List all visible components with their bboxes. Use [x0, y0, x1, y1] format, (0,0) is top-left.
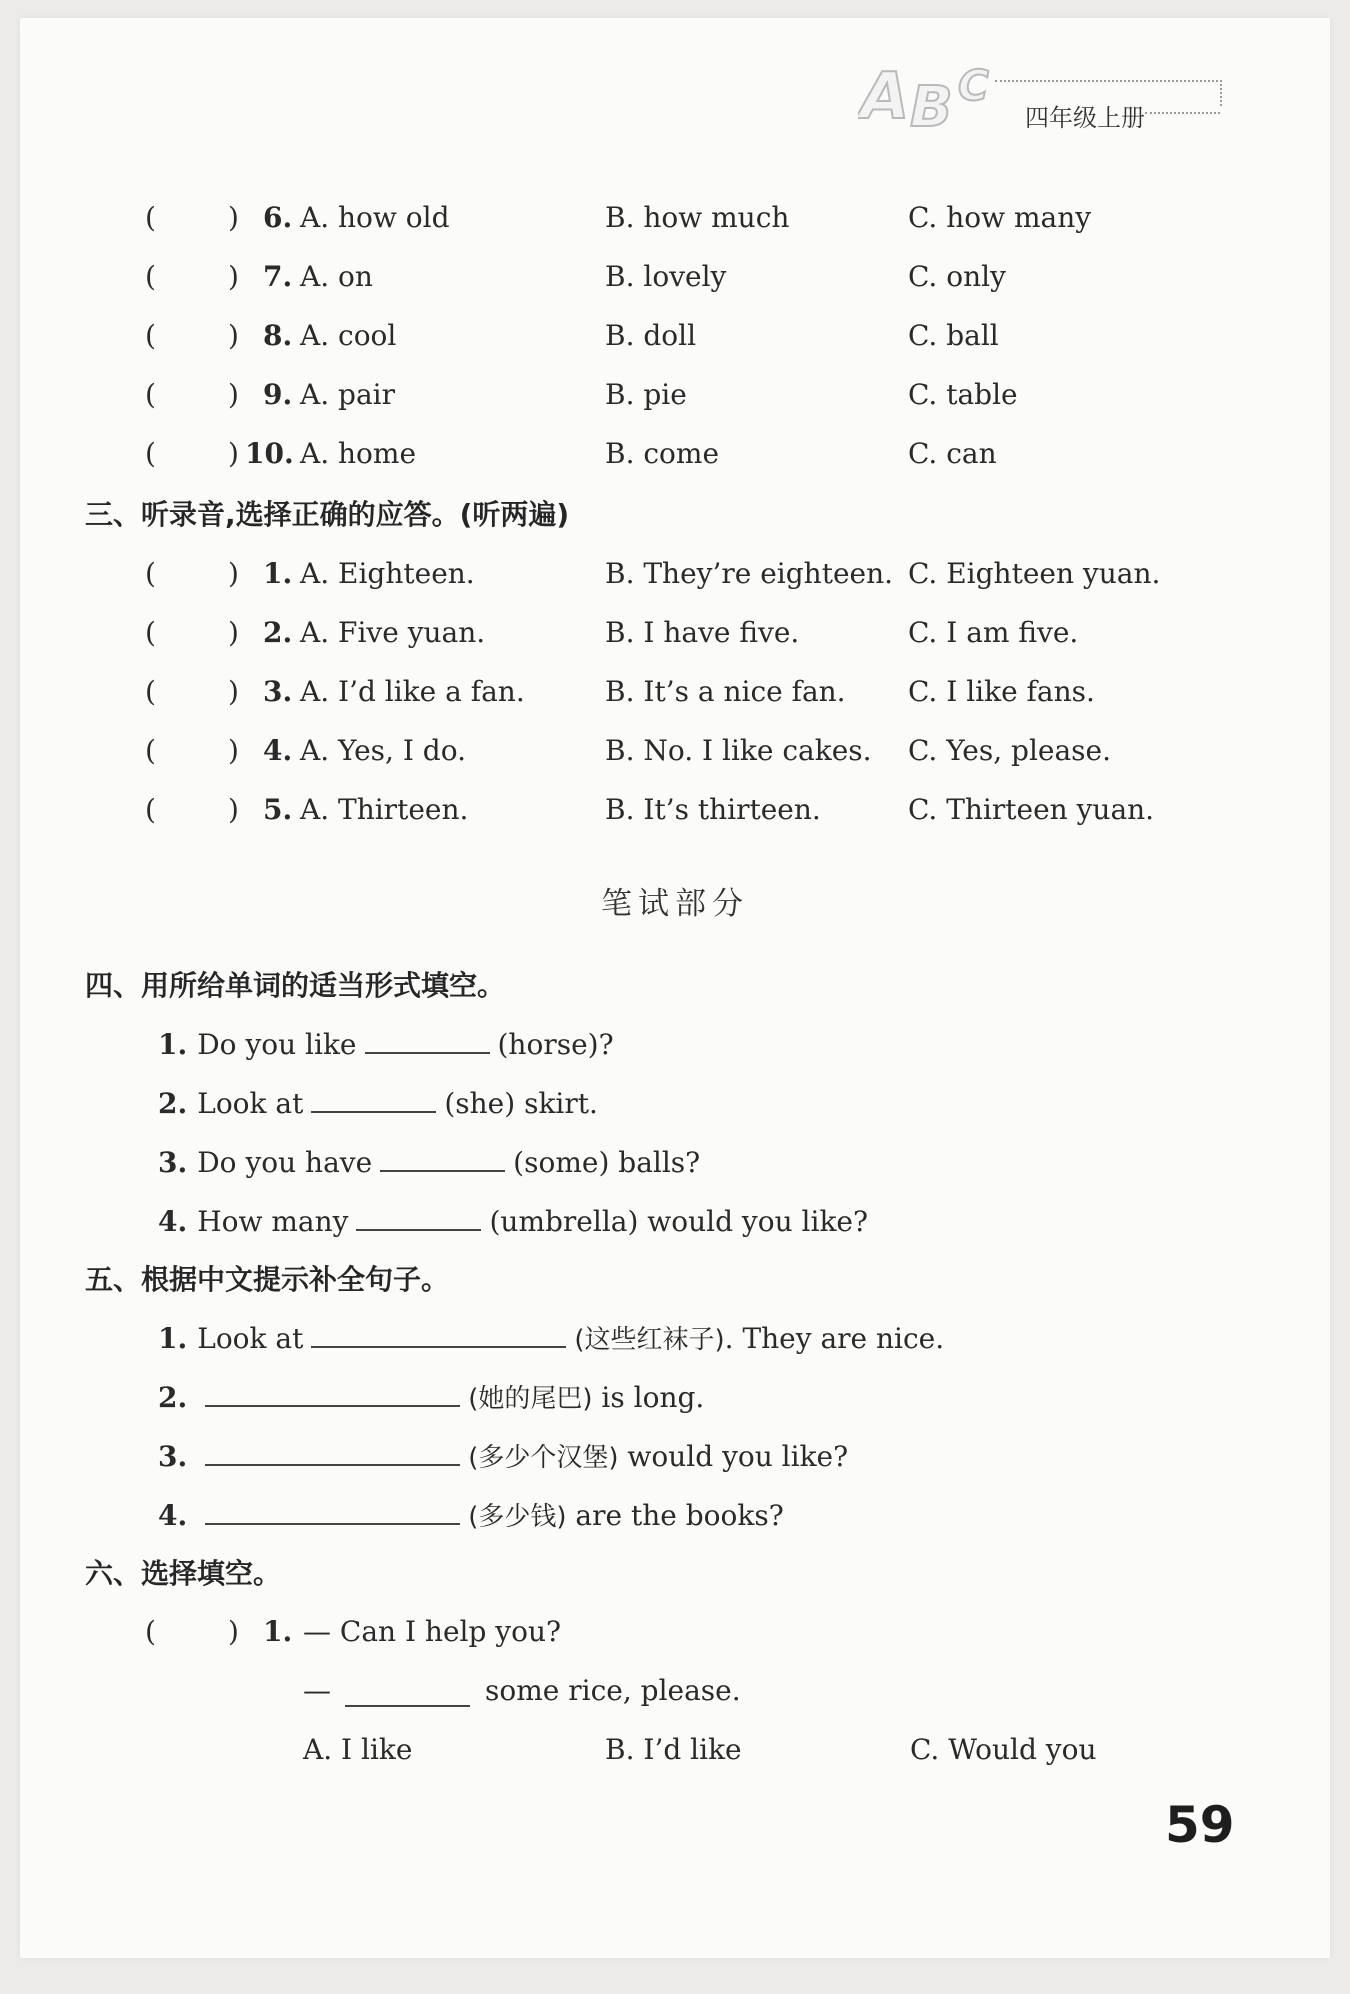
- item-text-after: is long.: [592, 1381, 705, 1414]
- answer-paren-close: ): [228, 675, 239, 708]
- question-number: 1.: [263, 1615, 293, 1648]
- chinese-hint: (她的尾巴): [468, 1384, 593, 1414]
- item-hint: (umbrella) would you like?: [489, 1205, 869, 1238]
- svg-text:B: B: [910, 75, 953, 138]
- answer-paren-close: ): [228, 319, 239, 352]
- question-number: 5.: [263, 793, 293, 826]
- question-number: 9.: [263, 378, 293, 411]
- option-c[interactable]: C. I like fans.: [908, 675, 1095, 708]
- option-b[interactable]: B. how much: [605, 201, 790, 234]
- answer-paren-open: (: [145, 616, 156, 649]
- dialogue-line-1: — Can I help you?: [303, 1615, 562, 1648]
- section3-row: [20, 613, 1330, 653]
- answer-paren-open: (: [145, 378, 156, 411]
- section6-title: 六、选择填空。: [85, 1557, 282, 1590]
- question-number: 2.: [263, 616, 293, 649]
- option-c[interactable]: C. ball: [908, 319, 999, 352]
- part2-row: [20, 434, 1330, 474]
- dialogue-line-2: some rice, please.: [485, 1674, 741, 1707]
- answer-blank[interactable]: [205, 1377, 460, 1407]
- section6-question-1: [20, 1612, 1330, 1652]
- part2-row: [20, 257, 1330, 297]
- item-hint: (horse)?: [497, 1028, 614, 1061]
- section3-row: [20, 554, 1330, 594]
- item-text: Look at: [197, 1087, 304, 1120]
- answer-blank[interactable]: [380, 1142, 505, 1172]
- option-b[interactable]: B. pie: [605, 378, 687, 411]
- question-number: 8.: [263, 319, 293, 352]
- option-a[interactable]: A. how old: [300, 201, 450, 234]
- item-number: 1.: [158, 1028, 188, 1061]
- answer-blank[interactable]: [356, 1201, 481, 1231]
- item-text: How many: [197, 1205, 349, 1238]
- option-c[interactable]: C. Thirteen yuan.: [908, 793, 1155, 826]
- answer-paren-close: ): [228, 734, 239, 767]
- answer-blank[interactable]: [345, 1677, 470, 1707]
- option-b[interactable]: B. come: [605, 437, 720, 470]
- answer-paren-close: ): [228, 1615, 239, 1648]
- grade-label: 四年级上册: [1025, 104, 1145, 132]
- option-b[interactable]: B. No. I like cakes.: [605, 734, 872, 767]
- item-text: Do you have: [197, 1146, 373, 1179]
- answer-paren-open: (: [145, 260, 156, 293]
- option-a[interactable]: A. I like: [303, 1733, 413, 1766]
- item-number: 4.: [158, 1205, 188, 1238]
- worksheet-page: [20, 18, 1330, 1958]
- option-a[interactable]: A. Five yuan.: [300, 616, 486, 649]
- option-c[interactable]: C. how many: [908, 201, 1092, 234]
- part2-row: [20, 316, 1330, 356]
- section3-row: [20, 790, 1330, 830]
- item-text-after: . They are nice.: [724, 1322, 945, 1355]
- question-number: 6.: [263, 201, 293, 234]
- answer-paren-open: (: [145, 675, 156, 708]
- section4-title: 四、用所给单词的适当形式填空。: [85, 969, 506, 1002]
- chinese-hint: (多少个汉堡): [468, 1443, 619, 1473]
- section5-item-1: [158, 1318, 944, 1360]
- question-number: 7.: [263, 260, 293, 293]
- item-text-after: are the books?: [566, 1499, 784, 1532]
- section5-title: 五、根据中文提示补全句子。: [85, 1263, 450, 1296]
- question-number: 1.: [263, 557, 293, 590]
- answer-paren-open: (: [145, 793, 156, 826]
- question-number: 10.: [245, 437, 294, 470]
- answer-paren-close: ): [228, 616, 239, 649]
- section4-item-4: [158, 1201, 868, 1242]
- answer-paren-close: ): [228, 437, 239, 470]
- answer-blank[interactable]: [311, 1318, 566, 1348]
- answer-paren-close: ): [228, 378, 239, 411]
- item-number: 3.: [158, 1146, 188, 1179]
- option-b[interactable]: B. They’re eighteen.: [605, 557, 894, 590]
- answer-paren-open: (: [145, 557, 156, 590]
- option-b[interactable]: B. I’d like: [605, 1733, 742, 1766]
- item-number: 2.: [158, 1381, 188, 1414]
- question-number: 4.: [263, 734, 293, 767]
- section6-question-1-line2: [20, 1671, 1330, 1711]
- section4-item-3: [158, 1142, 700, 1183]
- section4-item-2: [158, 1083, 598, 1124]
- dialogue-dash: —: [303, 1674, 331, 1707]
- answer-blank[interactable]: [365, 1024, 490, 1054]
- option-a[interactable]: A. on: [300, 260, 373, 293]
- chinese-hint: (多少钱): [468, 1502, 567, 1532]
- answer-blank[interactable]: [205, 1436, 460, 1466]
- option-c[interactable]: C. can: [908, 437, 997, 470]
- part2-row: [20, 198, 1330, 238]
- item-hint: (she) skirt.: [444, 1087, 598, 1120]
- option-a[interactable]: A. cool: [300, 319, 397, 352]
- svg-text:C: C: [958, 61, 989, 110]
- option-a[interactable]: A. pair: [300, 378, 395, 411]
- answer-paren-open: (: [145, 437, 156, 470]
- option-c[interactable]: C. Eighteen yuan.: [908, 557, 1161, 590]
- item-number: 4.: [158, 1499, 188, 1532]
- answer-paren-close: ): [228, 260, 239, 293]
- answer-blank[interactable]: [205, 1495, 460, 1525]
- section6-question-1-options: [20, 1730, 1330, 1770]
- section3-row: [20, 731, 1330, 771]
- chinese-hint: (这些红袜子): [574, 1325, 725, 1355]
- answer-paren-open: (: [145, 734, 156, 767]
- svg-text:A: A: [860, 60, 910, 134]
- question-number: 3.: [263, 675, 293, 708]
- section5-item-2: [158, 1377, 704, 1419]
- section3-title: 三、听录音,选择正确的应答。(听两遍): [85, 498, 570, 531]
- item-number: 2.: [158, 1087, 188, 1120]
- section5-item-4: [158, 1495, 784, 1537]
- answer-paren-open: (: [145, 1615, 156, 1648]
- option-a[interactable]: A. I’d like a fan.: [300, 675, 525, 708]
- option-b[interactable]: B. I have five.: [605, 616, 800, 649]
- option-b[interactable]: B. doll: [605, 319, 697, 352]
- option-a[interactable]: A. Eighteen.: [300, 557, 475, 590]
- item-text-after: would you like?: [618, 1440, 849, 1473]
- answer-paren-open: (: [145, 319, 156, 352]
- option-a[interactable]: A. home: [300, 437, 417, 470]
- item-text: Do you like: [197, 1028, 357, 1061]
- option-c[interactable]: C. Yes, please.: [908, 734, 1111, 767]
- option-b[interactable]: B. It’s thirteen.: [605, 793, 821, 826]
- written-section-title: 笔试部分: [601, 886, 749, 922]
- option-c[interactable]: C. table: [908, 378, 1018, 411]
- section3-row: [20, 672, 1330, 712]
- item-number: 3.: [158, 1440, 188, 1473]
- option-c[interactable]: C. only: [908, 260, 1006, 293]
- section5-item-3: [158, 1436, 848, 1478]
- section4-item-1: [158, 1024, 614, 1065]
- option-c[interactable]: C. Would you: [910, 1733, 1097, 1766]
- option-b[interactable]: B. It’s a nice fan.: [605, 675, 846, 708]
- item-number: 1.: [158, 1322, 188, 1355]
- answer-paren-close: ): [228, 201, 239, 234]
- part2-row: [20, 375, 1330, 415]
- option-b[interactable]: B. lovely: [605, 260, 727, 293]
- item-hint: (some) balls?: [513, 1146, 701, 1179]
- answer-paren-open: (: [145, 201, 156, 234]
- answer-paren-close: ): [228, 557, 239, 590]
- answer-blank[interactable]: [311, 1083, 436, 1113]
- answer-paren-close: ): [228, 793, 239, 826]
- option-a[interactable]: A. Thirteen.: [300, 793, 469, 826]
- option-a[interactable]: A. Yes, I do.: [300, 734, 466, 767]
- page-number: 59: [1165, 1796, 1235, 1854]
- header-dotted-underline: [1145, 112, 1220, 114]
- option-c[interactable]: C. I am five.: [908, 616, 1079, 649]
- item-text: Look at: [197, 1322, 304, 1355]
